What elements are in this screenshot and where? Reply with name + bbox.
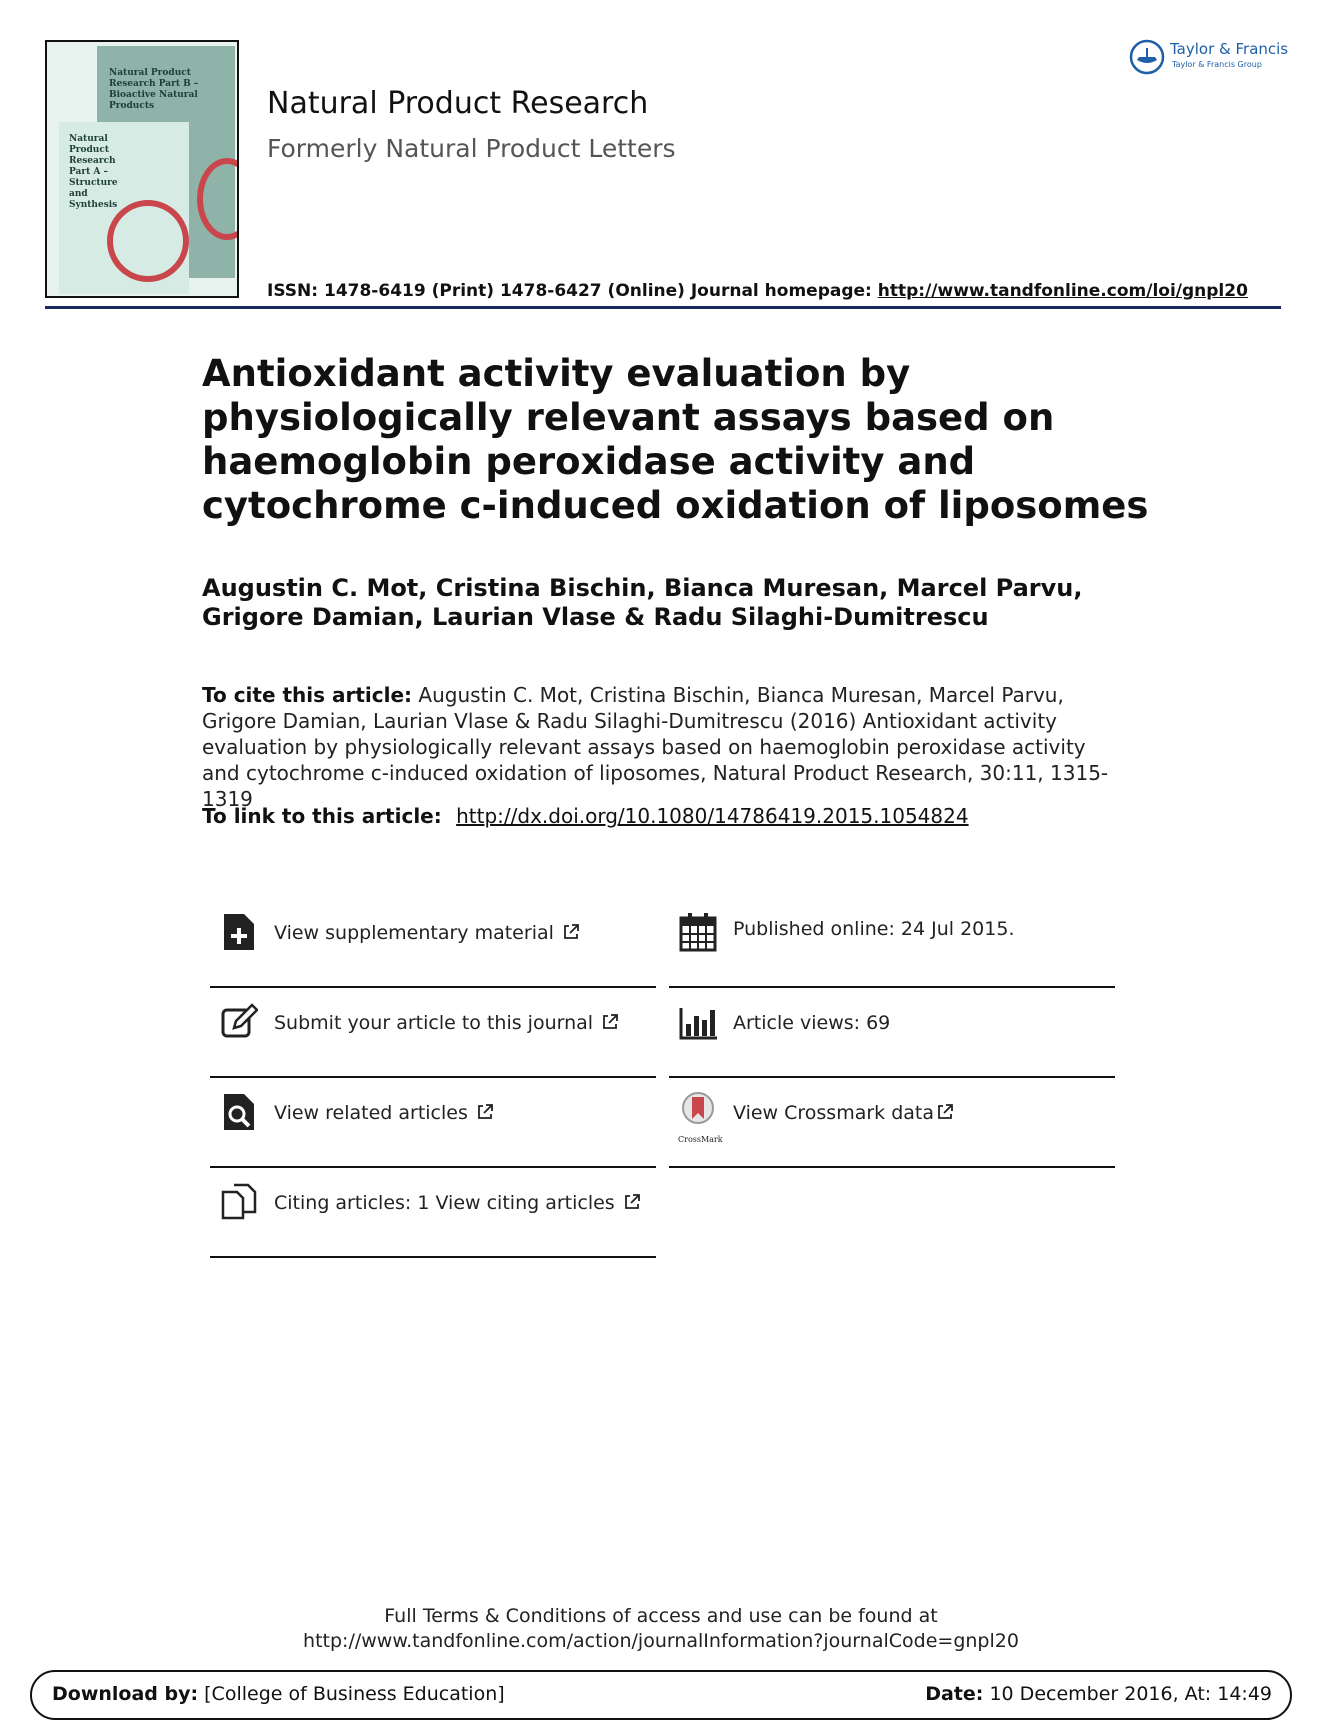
divider: [210, 1256, 656, 1258]
documents-copy-icon: [220, 1182, 258, 1222]
terms-block: [0, 1604, 1322, 1654]
views-label: Article views: 69: [733, 1012, 891, 1034]
download-footer: [30, 1670, 1292, 1720]
crossmark-icon: [679, 1092, 717, 1132]
terms-url[interactable]: http://www.tandfonline.com/action/journalInformation?journalCode=gnpl20: [303, 1630, 1019, 1652]
issn-text: ISSN: 1478-6419 (Print) 1478-6427 (Online) Journal homepage:: [267, 281, 872, 301]
submit-article-item[interactable]: [210, 988, 656, 1078]
crossmark-badge-text: CrossMark: [678, 1135, 723, 1144]
external-link-icon: [476, 1103, 494, 1121]
cover-front-panel: [59, 122, 189, 294]
crossmark-item[interactable]: [669, 1078, 1115, 1168]
cite-label: To cite this article:: [202, 683, 413, 707]
publisher-name: Taylor & Francis: [1170, 40, 1289, 58]
journal-cover: [45, 40, 239, 298]
doi-link[interactable]: http://dx.doi.org/10.1080/14786419.2015.1054824: [456, 804, 969, 828]
doi-line: [202, 804, 969, 828]
article-title: Antioxidant activity evaluation by physiologically relevant assays based on haemoglobin peroxidase activity and cytochrome c-induced oxidation of liposomes: [202, 352, 1149, 527]
document-plus-icon: [220, 912, 258, 952]
document-search-icon: [220, 1092, 258, 1132]
published-label: Published online: 24 Jul 2015.: [733, 918, 1015, 940]
divider: [669, 1166, 1115, 1168]
issn-line: [267, 281, 1248, 301]
journal-homepage-link[interactable]: http://www.tandfonline.com/loi/gnpl20: [877, 281, 1248, 301]
date-info: [925, 1683, 1272, 1705]
journal-subtitle: Formerly Natural Product Letters: [267, 134, 676, 163]
download-label: Download by:: [52, 1683, 199, 1705]
external-link-icon: [623, 1193, 641, 1211]
external-link-icon: [562, 923, 580, 941]
header-rule: [45, 306, 1281, 309]
bar-chart-icon: [679, 1002, 717, 1042]
journal-title: Natural Product Research: [267, 86, 649, 121]
taylor-francis-logo-icon: [1128, 38, 1166, 76]
article-authors: Augustin C. Mot, Cristina Bischin, Bianca Muresan, Marcel Parvu, Grigore Damian, Laurian Vlase & Radu Silaghi-Dumitrescu: [202, 574, 1083, 631]
citation-block: [202, 682, 1122, 812]
supplementary-material-item[interactable]: [210, 898, 656, 988]
download-value: [College of Business Education]: [204, 1683, 505, 1705]
citing-articles-item[interactable]: [210, 1168, 656, 1258]
external-link-icon: [936, 1103, 954, 1121]
edit-icon: [220, 1002, 258, 1042]
crossmark-label[interactable]: View Crossmark data: [733, 1102, 954, 1124]
related-label[interactable]: View related articles: [274, 1102, 494, 1124]
published-online-item: [669, 898, 1115, 988]
submit-label[interactable]: Submit your article to this journal: [274, 1012, 619, 1034]
article-views-item: [669, 988, 1115, 1078]
cover-front-title: Natural Product Research Part A – Structure and Synthesis: [69, 134, 118, 210]
date-value: 10 December 2016, At: 14:49: [989, 1683, 1272, 1705]
cover-protein-graphic: [107, 200, 189, 282]
calendar-icon: [679, 912, 717, 952]
cite-text: Augustin C. Mot, Cristina Bischin, Bianca Muresan, Marcel Parvu, Grigore Damian, Laurian Vlase & Radu Silaghi-Dumitrescu (2016) Antioxidant activity evaluation by physiologically relevant assays based on haemoglobin peroxidase activity and cytochrome c-induced oxidation of liposomes, Natural Product Research, 30:11, 1315-1319: [202, 683, 1109, 811]
related-articles-item[interactable]: [210, 1078, 656, 1168]
link-label: To link to this article:: [202, 804, 442, 828]
citing-label[interactable]: Citing articles: 1 View citing articles: [274, 1192, 641, 1214]
external-link-icon: [601, 1013, 619, 1031]
cover-back-title: Natural Product Research Part B – Bioactive Natural Products: [109, 68, 199, 111]
publisher-group: Taylor & Francis Group: [1172, 60, 1262, 69]
download-info: [52, 1683, 505, 1705]
supplementary-label[interactable]: View supplementary material: [274, 922, 580, 944]
terms-line-1: Full Terms & Conditions of access and use can be found at: [384, 1605, 938, 1627]
date-label: Date:: [925, 1683, 984, 1705]
